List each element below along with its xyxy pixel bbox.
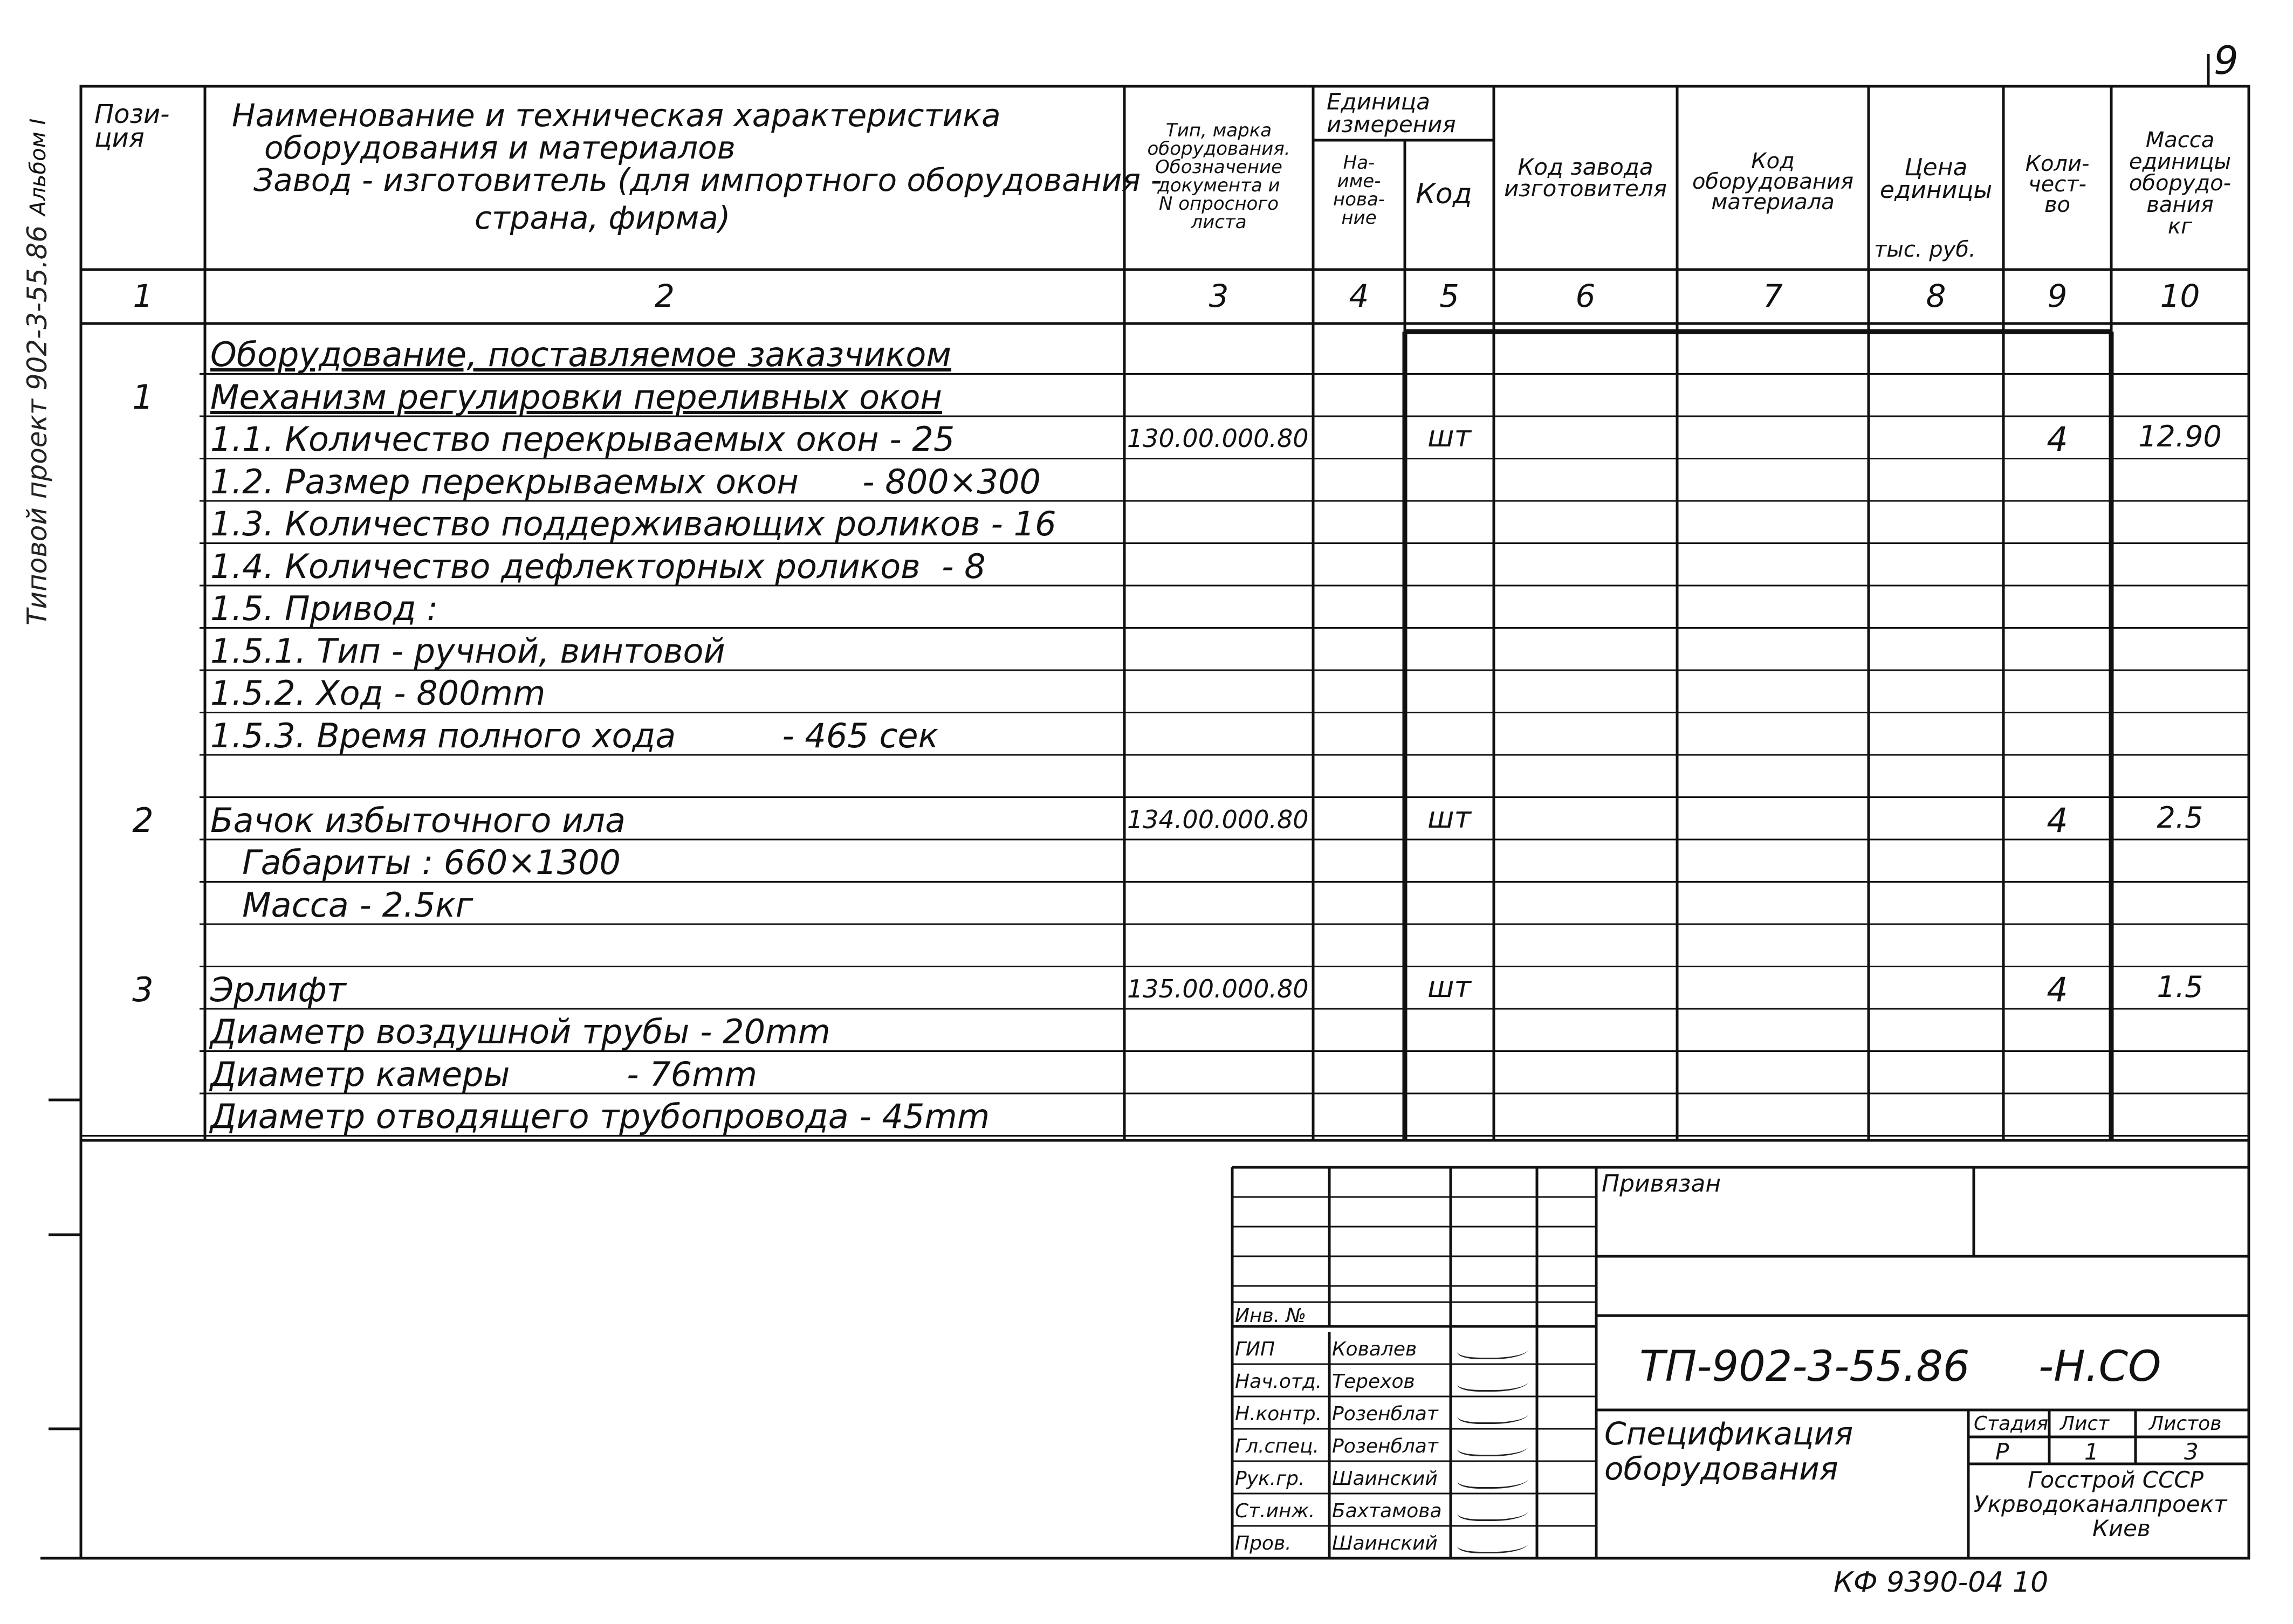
signature-role: Нач.отд. [1235, 1371, 1322, 1393]
row-mass: 1.5 [2157, 969, 2203, 1004]
signature-role: Н.контр. [1235, 1403, 1322, 1425]
row-name: Масса - 2.5кг [210, 885, 473, 925]
row-position: 3 [132, 969, 154, 1009]
header-price-unit: тыс. руб. [1874, 237, 1976, 262]
page-number: 9 [2214, 38, 2239, 83]
col-number-7: 7 [1763, 278, 1783, 314]
row-name: 1.1. Количество перекрываемых окон - 25 [210, 419, 955, 459]
col-number-4: 4 [1349, 278, 1369, 314]
side-project-label: Типовой проект 902-3-55.86 [22, 225, 53, 625]
row-name: Диаметр отводящего трубопровода - 45mm [210, 1097, 990, 1136]
row-position: 2 [132, 800, 154, 840]
header-qty: Коли- чест- во [2025, 152, 2090, 217]
signature-name: Розенблат [1332, 1403, 1438, 1425]
row-mass: 12.90 [2138, 419, 2222, 453]
col-number-9: 9 [2047, 278, 2068, 314]
signature-name: Ковалев [1332, 1338, 1417, 1360]
row-name: 1.5. Привод : [210, 589, 438, 628]
footer-code: КФ 9390-04 10 [1834, 1566, 2049, 1599]
signature-role: Рук.гр. [1235, 1468, 1305, 1490]
header-name-line2: оборудования и материалов [264, 129, 736, 166]
side-album-label: Альбом I [26, 118, 51, 216]
header-name-line1: Наименование и техническая характеристика [232, 97, 1001, 134]
signature-name: Розенблат [1332, 1435, 1438, 1457]
row-qty: 4 [2047, 969, 2068, 1009]
row-name: Оборудование, поставляемое заказчиком [210, 335, 952, 374]
row-qty: 4 [2047, 800, 2068, 840]
row-name: Бачок избыточного ила [210, 800, 626, 840]
signature-role: Ст.инж. [1235, 1500, 1315, 1522]
signature-name: Терехов [1332, 1371, 1415, 1393]
header-unit-name: На- име- нова- ние [1333, 152, 1385, 229]
header-name-line4: страна, фирма) [475, 199, 731, 236]
col-number-1: 1 [133, 278, 153, 314]
header-mass: Масса единицы оборудо- вания кг [2129, 128, 2232, 239]
header-unit: Единица измерения [1327, 88, 1456, 137]
signature-role: ГИП [1235, 1338, 1275, 1360]
col-number-3: 3 [1209, 278, 1229, 314]
org-line1: Госстрой СССР [2028, 1467, 2204, 1493]
row-name: 1.2. Размер перекрываемых окон - 800×300 [210, 462, 1041, 501]
col-number-6: 6 [1575, 278, 1596, 314]
row-unit: шт [1427, 419, 1471, 453]
header-price: Цена единицы [1879, 154, 1993, 204]
row-name: 1.5.1. Тип - ручной, винтовой [210, 631, 725, 671]
header-name-line3: Завод - изготовитель (для импортного оборудования - [253, 162, 1162, 198]
document-suffix: -Н.СО [2038, 1343, 2161, 1391]
row-type: 130.00.000.80 [1127, 424, 1309, 453]
row-unit: шт [1427, 800, 1471, 835]
row-name: Эрлифт [210, 969, 346, 1009]
col-number-10: 10 [2160, 278, 2200, 314]
inventory-label: Инв. № [1235, 1305, 1307, 1327]
stage-label: Стадия [1974, 1413, 2049, 1435]
sheet-label: Лист [2060, 1413, 2110, 1435]
document-title-line1: Спецификация [1604, 1415, 1853, 1452]
row-mass: 2.5 [2157, 800, 2203, 835]
row-name: 1.5.3. Время полного хода - 465 сек [210, 715, 939, 755]
row-name: Габариты : 660×1300 [210, 843, 621, 882]
sheets-value: 3 [2184, 1439, 2199, 1465]
row-type: 134.00.000.80 [1127, 804, 1309, 834]
header-unit-code: Код [1416, 178, 1472, 210]
sheets-label: Листов [2149, 1413, 2222, 1435]
row-qty: 4 [2047, 419, 2068, 459]
signature-name: Бахтамова [1332, 1500, 1442, 1522]
col-number-8: 8 [1926, 278, 1946, 314]
header-equip-code: Код оборудования материала [1692, 149, 1854, 215]
org-line2: Укрводоканалпроект [1974, 1491, 2227, 1517]
header-position: Пози- ция [94, 99, 170, 153]
row-name: Диаметр камеры - 76mm [210, 1054, 758, 1094]
row-name: Механизм регулировки переливных окон [210, 377, 942, 417]
sheet-value: 1 [2084, 1439, 2099, 1465]
row-name: 1.4. Количество дефлекторных роликов - 8 [210, 546, 986, 586]
row-type: 135.00.000.80 [1127, 974, 1309, 1003]
signature-name: Шаинский [1332, 1532, 1438, 1554]
document-code: ТП-902-3-55.86 [1639, 1343, 1970, 1391]
row-name: 1.3. Количество поддерживающих роликов - 16 [210, 504, 1056, 543]
header-plant-code: Код завода изготовителя [1504, 154, 1667, 202]
signature-role: Гл.спец. [1235, 1435, 1319, 1457]
col-number-5: 5 [1439, 278, 1459, 314]
row-name: 1.5.2. Ход - 800mm [210, 673, 546, 713]
document-title-line2: оборудования [1604, 1450, 1838, 1487]
header-type: Тип, марка оборудования. Обозначение документа и N опросного листа [1147, 120, 1290, 233]
row-name: Диаметр воздушной трубы - 20mm [210, 1012, 830, 1051]
col-number-2: 2 [655, 278, 675, 314]
signature-name: Шаинский [1332, 1468, 1438, 1490]
row-unit: шт [1427, 969, 1471, 1004]
org-line3: Киев [2092, 1515, 2151, 1542]
signature-role: Пров. [1235, 1532, 1292, 1554]
row-position: 1 [132, 377, 154, 417]
stage-value: Р [1995, 1439, 2009, 1465]
privyazan-label: Привязан [1602, 1170, 1721, 1198]
